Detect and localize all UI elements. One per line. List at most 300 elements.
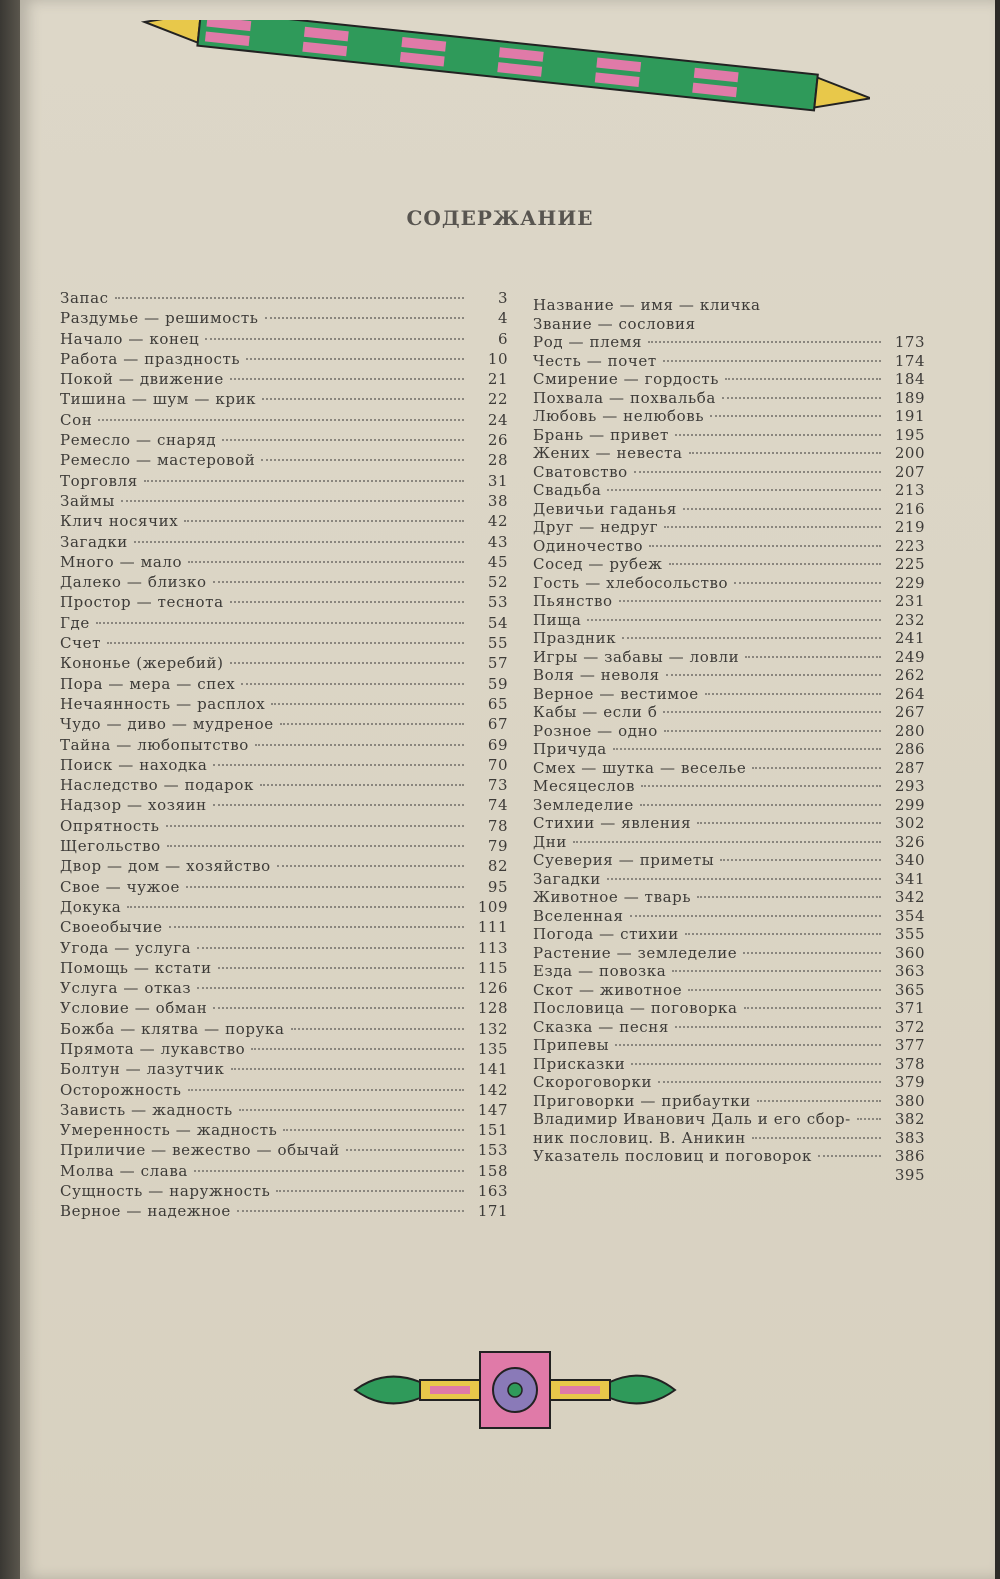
toc-right-entry xyxy=(533,518,925,537)
entry-page-number: 38 xyxy=(487,491,508,510)
dot-leader xyxy=(197,987,464,989)
dot-leader xyxy=(757,1100,881,1102)
entry-title: Раздумье — решимость xyxy=(60,309,259,328)
entry-page-number: 280 xyxy=(894,721,925,740)
dot-leader xyxy=(261,459,464,461)
dot-leader xyxy=(619,600,881,602)
entry-title: Свое — чужое xyxy=(60,877,181,896)
toc-left-entry xyxy=(60,938,508,958)
toc-right-entry xyxy=(533,1092,925,1111)
toc-right-entry xyxy=(533,870,925,889)
entry-page-number: 189 xyxy=(894,388,925,407)
entry-title: Покой — движение xyxy=(60,370,224,389)
dot-leader xyxy=(658,1081,881,1083)
dot-leader xyxy=(613,748,881,750)
toc-right-entry xyxy=(533,407,925,426)
entry-page-number: 380 xyxy=(894,1091,925,1110)
dot-leader xyxy=(276,1190,464,1192)
toc-right-entry xyxy=(533,981,925,1000)
toc-left-entry xyxy=(60,288,508,308)
dot-leader xyxy=(573,841,881,843)
entry-title: Сказка — песня xyxy=(533,1017,669,1036)
entry-page-number: 249 xyxy=(894,647,925,666)
entry-page-number: 341 xyxy=(894,869,925,888)
entry-page-number: 232 xyxy=(894,610,925,629)
entry-page-number: 173 xyxy=(894,333,925,351)
entry-title: Займы xyxy=(60,491,115,510)
toc-left-entry xyxy=(60,1140,508,1160)
entry-title: Звание — сословия xyxy=(533,314,696,333)
dot-leader xyxy=(689,452,881,454)
dot-leader xyxy=(615,1044,881,1046)
toc-right-entry xyxy=(533,1166,925,1185)
dot-leader xyxy=(663,360,881,362)
entry-title: Докука xyxy=(60,897,122,916)
entry-title: Сватовство xyxy=(533,462,628,481)
dot-leader xyxy=(587,619,881,621)
entry-title: Похвала — похвальба xyxy=(533,388,716,407)
toc-left-entry xyxy=(60,897,508,917)
toc-right-entry xyxy=(533,1055,925,1074)
entry-page-number: 231 xyxy=(894,592,925,610)
entry-title: Осторожность xyxy=(60,1080,182,1099)
entry-title: Своеобычие xyxy=(60,918,163,937)
entry-page-number: 59 xyxy=(487,674,508,693)
dot-leader xyxy=(218,967,464,969)
entry-title: Смирение — гордость xyxy=(533,370,720,388)
toc-right-entry xyxy=(533,611,925,630)
entry-title: Указатель пословиц и поговорок xyxy=(533,1147,812,1165)
entry-title: Торговля xyxy=(60,471,138,490)
dot-leader xyxy=(127,906,464,908)
entry-title: Начало — конец xyxy=(60,329,200,348)
dot-leader xyxy=(222,439,464,441)
dot-leader xyxy=(230,378,464,380)
toc-left-entry xyxy=(60,755,508,775)
entry-title: Нечаянность — расплох xyxy=(60,694,266,713)
toc-right-entry xyxy=(533,500,925,519)
entry-page-number: 70 xyxy=(487,755,508,774)
dot-leader xyxy=(260,784,464,786)
entry-title: Пища xyxy=(533,610,582,629)
dot-leader xyxy=(251,1048,464,1050)
entry-title: Месяцеслов xyxy=(533,777,636,795)
entry-title: Верное — надежное xyxy=(60,1202,231,1221)
dot-leader xyxy=(663,711,881,713)
dot-leader xyxy=(752,1137,881,1139)
entry-title: Пора — мера — спех xyxy=(60,674,236,693)
entry-title: Скот — животное xyxy=(533,980,683,999)
entry-title: Надзор — хозяин xyxy=(60,796,207,815)
toc-right-entry xyxy=(533,944,925,963)
toc-left-entry xyxy=(60,1059,508,1079)
entry-page-number: 3 xyxy=(497,289,508,307)
toc-left-entry xyxy=(60,329,508,349)
entry-title: Ремесло — мастеровой xyxy=(60,451,256,470)
toc-left-entry xyxy=(60,450,508,470)
dot-leader xyxy=(664,526,881,528)
entry-page-number: 299 xyxy=(894,795,925,814)
toc-right-entry xyxy=(533,592,925,611)
dot-leader xyxy=(683,508,881,510)
toc-right-entry xyxy=(533,1129,925,1148)
entry-page-number: 223 xyxy=(894,536,925,555)
entry-title: Честь — почет xyxy=(533,351,657,370)
toc-right-entry xyxy=(533,851,925,870)
entry-page-number: 302 xyxy=(894,814,925,832)
dot-leader xyxy=(745,656,881,658)
toc-left-entry xyxy=(60,511,508,531)
entry-page-number: 378 xyxy=(894,1054,925,1073)
dot-leader xyxy=(641,785,881,787)
entry-title: Приличие — вежество — обычай xyxy=(60,1141,340,1160)
entry-title: Праздник xyxy=(533,629,617,647)
toc-left-entry xyxy=(60,978,508,998)
entry-title: Дни xyxy=(533,832,567,851)
entry-page-number: 171 xyxy=(477,1202,508,1221)
toc-left-entry xyxy=(60,410,508,430)
entry-title: Прямота — лукавство xyxy=(60,1039,246,1058)
toc-left-entry xyxy=(60,714,508,734)
toc-left-entry xyxy=(60,958,508,978)
toc-left-entry xyxy=(60,572,508,592)
entry-title: Опрятность xyxy=(60,816,160,835)
entry-title: Клич носячих xyxy=(60,512,179,531)
entry-page-number: 132 xyxy=(477,1019,508,1038)
entry-page-number: 4 xyxy=(497,309,508,328)
dot-leader xyxy=(664,730,881,732)
dot-leader xyxy=(675,434,881,436)
entry-page-number: 65 xyxy=(487,694,508,713)
entry-page-number: 147 xyxy=(477,1100,508,1119)
entry-page-number: 95 xyxy=(487,877,508,896)
dot-leader xyxy=(188,1089,464,1091)
entry-page-number: 326 xyxy=(894,832,925,851)
entry-page-number: 22 xyxy=(487,390,508,409)
top-ornament xyxy=(140,20,870,150)
entry-page-number: 241 xyxy=(894,629,925,647)
dot-leader xyxy=(271,703,464,705)
toc-left-entry xyxy=(60,430,508,450)
toc-right-entry xyxy=(533,333,925,352)
toc-left-entry xyxy=(60,836,508,856)
toc-left-entry xyxy=(60,369,508,389)
dot-leader xyxy=(720,859,881,861)
entry-page-number: 340 xyxy=(894,851,925,869)
toc-left-entry xyxy=(60,613,508,633)
toc-left-entry xyxy=(60,1080,508,1100)
book-gutter xyxy=(0,0,20,1579)
entry-title: Любовь — нелюбовь xyxy=(533,407,705,425)
entry-page-number: 363 xyxy=(894,962,925,980)
entry-page-number: 69 xyxy=(487,735,508,754)
entry-page-number: 141 xyxy=(477,1060,508,1079)
entry-page-number: 6 xyxy=(497,329,508,348)
entry-page-number: 135 xyxy=(477,1039,508,1058)
toc-left-entry xyxy=(60,532,508,552)
entry-title: Припевы xyxy=(533,1036,610,1054)
entry-page-number: 377 xyxy=(894,1036,925,1054)
entry-page-number: 386 xyxy=(894,1147,925,1165)
entry-title: Стихии — явления xyxy=(533,814,692,832)
dot-leader xyxy=(649,545,881,547)
entry-page-number: 151 xyxy=(477,1121,508,1140)
entry-page-number: 153 xyxy=(477,1141,508,1160)
toc-right-entry xyxy=(533,925,925,944)
entry-title: Воля — неволя xyxy=(533,666,660,684)
dot-leader xyxy=(744,1007,881,1009)
entry-page-number: 45 xyxy=(487,552,508,571)
entry-title: Ремесло — снаряд xyxy=(60,431,217,450)
toc-right-entry xyxy=(533,426,925,445)
entry-page-number: 126 xyxy=(477,979,508,998)
entry-title: Загадки xyxy=(60,532,128,551)
entry-page-number: 342 xyxy=(894,888,925,906)
entry-page-number: 379 xyxy=(894,1073,925,1091)
toc-left-entry xyxy=(60,856,508,876)
bottom-ornament xyxy=(350,1340,680,1440)
dot-leader xyxy=(346,1149,464,1151)
toc-left-entry xyxy=(60,877,508,897)
entry-page-number: 26 xyxy=(487,431,508,450)
dot-leader xyxy=(648,341,881,343)
dot-leader xyxy=(194,1170,464,1172)
dot-leader xyxy=(197,947,464,949)
entry-title: Двор — дом — хозяйство xyxy=(60,857,271,876)
entry-page-number: 360 xyxy=(894,943,925,962)
entry-page-number: 115 xyxy=(477,958,508,977)
entry-page-number: 216 xyxy=(894,499,925,518)
toc-left-column xyxy=(60,288,508,1222)
toc-left-entry xyxy=(60,694,508,714)
toc-right-column xyxy=(533,296,925,1184)
toc-left-entry xyxy=(60,775,508,795)
entry-title: Кабы — если б xyxy=(533,703,658,721)
entry-page-number: 225 xyxy=(894,555,925,573)
toc-left-entry xyxy=(60,633,508,653)
entry-title: Владимир Иванович Даль и его сбор- xyxy=(533,1110,851,1128)
entry-title: Розное — одно xyxy=(533,721,658,740)
dot-leader xyxy=(230,662,464,664)
toc-left-entry xyxy=(60,308,508,328)
toc-left-entry xyxy=(60,592,508,612)
toc-left-entry xyxy=(60,389,508,409)
entry-page-number: 371 xyxy=(894,999,925,1017)
entry-page-number: 213 xyxy=(894,481,925,499)
entry-page-number: 42 xyxy=(487,512,508,531)
dot-leader xyxy=(630,915,881,917)
entry-title: Кононье (жеребий) xyxy=(60,654,224,673)
entry-title: ник пословиц. В. Аникин xyxy=(533,1128,746,1147)
toc-right-entry xyxy=(533,1018,925,1037)
entry-page-number: 174 xyxy=(894,351,925,370)
dot-leader xyxy=(262,398,464,400)
entry-title: Запас xyxy=(60,289,109,307)
dot-leader xyxy=(818,1155,881,1157)
toc-right-entry xyxy=(533,352,925,371)
toc-left-entry xyxy=(60,998,508,1018)
toc-right-entry xyxy=(533,685,925,704)
toc-right-entry xyxy=(533,574,925,593)
entry-title: Много — мало xyxy=(60,552,183,571)
dot-leader xyxy=(666,674,881,676)
entry-title: Наследство — подарок xyxy=(60,776,254,795)
entry-title: Чудо — диво — мудреное xyxy=(60,715,274,734)
entry-page-number: 184 xyxy=(894,370,925,388)
toc-right-entry xyxy=(533,648,925,667)
toc-right-entry xyxy=(533,777,925,796)
dot-leader xyxy=(857,1118,881,1120)
entry-page-number: 128 xyxy=(477,999,508,1018)
entry-page-number: 365 xyxy=(894,980,925,999)
dot-leader xyxy=(685,933,881,935)
entry-title: Животное — тварь xyxy=(533,888,692,906)
dot-leader xyxy=(107,642,464,644)
toc-right-entry xyxy=(533,481,925,500)
toc-right-entry xyxy=(533,1110,925,1129)
entry-title: Работа — праздность xyxy=(60,349,241,368)
entry-page-number: 109 xyxy=(477,897,508,916)
toc-right-entry xyxy=(533,537,925,556)
entry-title: Помощь — кстати xyxy=(60,958,212,977)
entry-title: Земледелие xyxy=(533,795,634,814)
toc-right-entry xyxy=(533,389,925,408)
dot-leader xyxy=(291,1028,464,1030)
dot-leader xyxy=(697,822,881,824)
entry-page-number: 191 xyxy=(894,407,925,425)
dot-leader xyxy=(697,896,881,898)
entry-title: Вселенная xyxy=(533,906,624,925)
toc-left-entry xyxy=(60,816,508,836)
entry-title: Далеко — близко xyxy=(60,573,207,592)
entry-page-number: 207 xyxy=(894,462,925,481)
dot-leader xyxy=(134,541,464,543)
entry-title: Игры — забавы — ловли xyxy=(533,647,740,666)
toc-left-entry xyxy=(60,552,508,572)
dot-leader xyxy=(184,520,464,522)
dot-leader xyxy=(213,804,464,806)
toc-right-entry xyxy=(533,999,925,1018)
dot-leader xyxy=(213,581,464,583)
entry-title: Друг — недруг xyxy=(533,518,659,536)
entry-page-number: 28 xyxy=(487,451,508,470)
dot-leader xyxy=(115,297,464,299)
toc-left-entry xyxy=(60,349,508,369)
entry-page-number: 31 xyxy=(487,471,508,490)
dot-leader xyxy=(239,1109,464,1111)
entry-title: Божба — клятва — порука xyxy=(60,1019,285,1038)
toc-right-entry xyxy=(533,1036,925,1055)
toc-left-entry xyxy=(60,1161,508,1181)
dot-leader xyxy=(213,1007,464,1009)
entry-title: Гость — хлебосольство xyxy=(533,573,729,592)
entry-page-number: 200 xyxy=(894,444,925,462)
entry-title: Где xyxy=(60,613,90,632)
toc-right-entry xyxy=(533,962,925,981)
toc-right-entry xyxy=(533,370,925,389)
entry-page-number: 10 xyxy=(487,349,508,368)
entry-page-number: 395 xyxy=(894,1165,925,1184)
dot-leader xyxy=(705,693,881,695)
entry-title: Угода — услуга xyxy=(60,938,192,957)
toc-left-entry xyxy=(60,735,508,755)
dot-leader xyxy=(169,926,464,928)
entry-page-number: 163 xyxy=(477,1182,508,1201)
entry-title: Род — племя xyxy=(533,333,643,351)
toc-right-entry xyxy=(533,315,925,334)
entry-page-number: 78 xyxy=(487,816,508,835)
entry-page-number: 55 xyxy=(487,634,508,653)
entry-page-number: 111 xyxy=(477,918,508,937)
dot-leader xyxy=(144,480,464,482)
toc-left-entry xyxy=(60,491,508,511)
toc-right-entry xyxy=(533,740,925,759)
dot-leader xyxy=(213,764,464,766)
dot-leader xyxy=(631,1063,881,1065)
entry-page-number: 293 xyxy=(894,777,925,795)
entry-title: Загадки xyxy=(533,869,601,888)
entry-title: Смех — шутка — веселье xyxy=(533,758,747,777)
toc-left-entry xyxy=(60,674,508,694)
dot-leader xyxy=(277,865,464,867)
dot-leader xyxy=(96,622,464,624)
dot-leader xyxy=(743,952,881,954)
dot-leader xyxy=(607,878,881,880)
entry-page-number: 43 xyxy=(487,532,508,551)
dot-leader xyxy=(265,317,464,319)
entry-title: Девичьи гаданья xyxy=(533,499,677,518)
entry-title: Сосед — рубеж xyxy=(533,555,663,573)
dot-leader xyxy=(231,1068,464,1070)
toc-right-entry xyxy=(533,296,925,315)
toc-right-entry xyxy=(533,722,925,741)
dot-leader xyxy=(688,989,881,991)
entry-page-number: 54 xyxy=(487,613,508,632)
entry-page-number: 355 xyxy=(894,925,925,943)
dot-leader xyxy=(255,744,464,746)
toc-left-entry xyxy=(60,653,508,673)
entry-page-number: 262 xyxy=(894,666,925,684)
toc-right-entry xyxy=(533,1073,925,1092)
entry-page-number: 79 xyxy=(487,837,508,856)
dot-leader xyxy=(710,415,881,417)
entry-title: Пьянство xyxy=(533,592,613,610)
page-title: СОДЕРЖАНИЕ xyxy=(406,206,594,230)
entry-title: Присказки xyxy=(533,1054,626,1073)
dot-leader xyxy=(246,358,464,360)
entry-page-number: 21 xyxy=(487,370,508,389)
entry-title: Простор — теснота xyxy=(60,593,224,612)
entry-title: Сущность — наружность xyxy=(60,1182,271,1201)
dot-leader xyxy=(241,683,464,685)
entry-title: Услуга — отказ xyxy=(60,979,192,998)
entry-title: Пословица — поговорка xyxy=(533,999,738,1017)
entry-title: Умеренность — жадность xyxy=(60,1121,278,1140)
dot-leader xyxy=(237,1210,464,1212)
entry-page-number: 267 xyxy=(894,703,925,721)
toc-left-entry xyxy=(60,1120,508,1140)
entry-title: Суеверия — приметы xyxy=(533,851,715,869)
entry-page-number: 53 xyxy=(487,593,508,612)
toc-right-entry xyxy=(533,1147,925,1166)
toc-left-entry xyxy=(60,795,508,815)
entry-page-number: 229 xyxy=(894,573,925,592)
toc-right-entry xyxy=(533,629,925,648)
dot-leader xyxy=(669,563,882,565)
entry-title: Тишина — шум — крик xyxy=(60,390,257,409)
dot-leader xyxy=(675,1026,881,1028)
entry-title: Свадьба xyxy=(533,481,602,499)
